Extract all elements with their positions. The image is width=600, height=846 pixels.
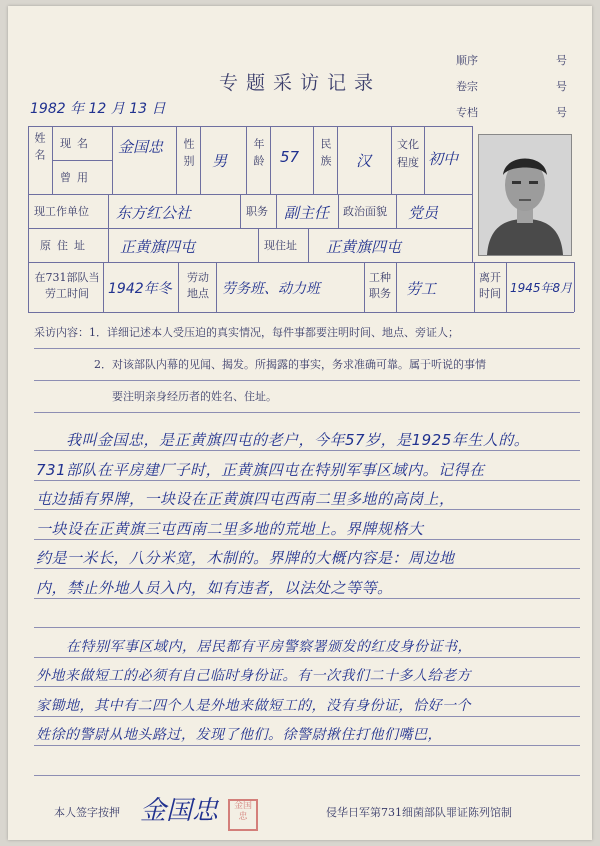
- name-label: 姓名: [33, 132, 46, 166]
- form-col-line: [178, 262, 179, 312]
- notes-rule: [34, 380, 580, 381]
- age-label: 年龄: [252, 138, 265, 172]
- name-value: 金国忠: [118, 138, 164, 156]
- form-col-line: [216, 262, 217, 312]
- meta-sequence-unit: 号: [556, 54, 567, 67]
- form-row-line: [28, 262, 574, 263]
- body-line: 在特别军事区域内，居民都有平房警察署颁发的红皮身份证书，: [66, 639, 472, 655]
- form-col-line: [391, 126, 392, 194]
- labor-time-label: 在731部队当劳工时间: [34, 271, 100, 300]
- body-rule: [34, 775, 580, 776]
- form-col-line: [337, 126, 338, 194]
- origin-value: 正黄旗四屯: [120, 238, 196, 256]
- form-border-right: [574, 262, 575, 312]
- form-col-line: [474, 262, 475, 312]
- ethnicity-label: 民族: [319, 138, 332, 172]
- leave-time-value: 1945年8月: [510, 281, 573, 295]
- portrait-photo: [478, 134, 572, 256]
- form-col-line: [313, 126, 314, 194]
- position-label: 职务: [246, 205, 268, 218]
- form-border-top: [28, 126, 472, 127]
- ethnicity-value: 汉: [356, 152, 372, 170]
- institution-line: 侵华日军第731细菌部队罪证陈列馆制: [326, 806, 512, 819]
- form-col-line: [258, 228, 259, 262]
- notes-prefix: 采访内容：: [34, 326, 89, 339]
- meta-dossier-unit: 号: [556, 80, 567, 93]
- age-value: 57: [280, 148, 300, 166]
- form-col-line: [506, 262, 507, 312]
- body-line: 约是一米长，八分米宽，木制的。界牌的大概内容是：周边地: [36, 549, 455, 567]
- body-line: 家锄地，其中有二四个人是外地来做短工的，没有身份证，恰好一个: [36, 698, 471, 714]
- form-row-line: [28, 194, 472, 195]
- work-unit-label: 现工作单位: [34, 205, 89, 218]
- form-row-line: [28, 228, 472, 229]
- notes-rule: [34, 412, 580, 413]
- signature-label: 本人签字按押: [54, 806, 120, 819]
- body-line: 外地来做短工的必须有自己临时身份证。有一次我们二十多人给老方: [36, 668, 471, 684]
- body-line: 姓徐的警尉从地头路过，发现了他们。徐警尉揪住打他们嘴巴，: [36, 727, 442, 743]
- form-col-line: [112, 126, 113, 194]
- signature: 金国忠: [140, 796, 219, 826]
- form-col-line: [246, 126, 247, 194]
- document-title: 专题采访记录: [218, 72, 381, 94]
- form-col-line: [52, 126, 53, 194]
- form-col-line: [472, 126, 473, 262]
- leave-time-label: 离开时间: [479, 271, 501, 300]
- work-unit-value: 东方红公社: [116, 204, 192, 222]
- origin-label: 原住址: [40, 239, 91, 252]
- body-rule: [34, 627, 580, 628]
- position-value: 副主任: [284, 204, 330, 222]
- labor-time-value: 1942年冬: [108, 281, 172, 297]
- body-line: 一块设在正黄旗三屯西南二里多地的荒地上。界牌规格大: [36, 520, 424, 538]
- form-col-line: [338, 194, 339, 228]
- body-line: 我叫金国忠，是正黄旗四屯的老户，今年57岁，是1925年生人的。: [66, 431, 530, 449]
- job-label: 工种职务: [369, 271, 391, 300]
- body-line: 内，禁止外地人员入内，如有违者，以法处之等等。: [36, 579, 393, 597]
- form-col-line: [240, 194, 241, 228]
- notes-item-2: 2．对该部队内幕的见闻、揭发。所揭露的事实，务求准确可靠。属于听说的事情: [94, 358, 486, 371]
- sex-value: 男: [212, 152, 228, 170]
- form-col-line: [176, 126, 177, 194]
- form-col-line: [396, 194, 397, 228]
- job-value: 劳工: [406, 280, 437, 298]
- current-address-value: 正黄旗四屯: [326, 238, 402, 256]
- form-col-line: [424, 126, 425, 194]
- interview-record-sheet: [8, 6, 592, 840]
- meta-sequence-label: 顺序: [456, 54, 478, 67]
- form-col-line: [200, 126, 201, 194]
- name-split-line: [52, 160, 112, 161]
- meta-archive-unit: 号: [556, 106, 567, 119]
- current-name-label: 现名: [60, 137, 94, 150]
- form-col-line: [108, 194, 109, 262]
- notes-item-1: 1．详细记述本人受压迫的真实情况，每件事都要注明时间、地点、旁证人；: [89, 326, 459, 339]
- meta-archive-label: 专档: [456, 106, 478, 119]
- form-col-line: [364, 262, 365, 312]
- political-value: 党员: [408, 204, 439, 222]
- sex-label: 性别: [182, 138, 195, 172]
- form-col-line: [270, 126, 271, 194]
- political-label: 政治面貌: [343, 205, 387, 218]
- form-col-line: [103, 262, 104, 312]
- interview-date: 1982 年 12 月 13 日: [30, 101, 166, 117]
- form-border-bottom: [28, 312, 574, 313]
- current-address-label: 现住址: [264, 239, 297, 252]
- meta-dossier-label: 卷宗: [456, 80, 478, 93]
- labor-place-label: 劳动地点: [187, 271, 209, 300]
- notes-rule: [34, 348, 580, 349]
- body-line: 731部队在平房建厂子时，正黄旗四屯在特别军事区域内。记得在: [36, 461, 485, 479]
- notes-item-3: 要注明亲身经历者的姓名、住址。: [112, 390, 277, 403]
- form-col-line: [308, 228, 309, 262]
- form-col-line: [396, 262, 397, 312]
- notes-line-1: [34, 318, 459, 348]
- education-value: 初中: [428, 150, 459, 168]
- education-label: 文化程度: [397, 138, 419, 169]
- form-border-left: [28, 126, 29, 312]
- former-name-label: 曾用: [60, 171, 94, 184]
- body-line: 屯边插有界牌，一块设在正黄旗四屯西南二里多地的高岗上，: [36, 490, 455, 508]
- portrait-figure-icon: [479, 135, 571, 255]
- labor-place-value: 劳务班、动力班: [222, 281, 320, 297]
- form-col-line: [276, 194, 277, 228]
- red-seal-stamp: 金国忠: [228, 799, 258, 831]
